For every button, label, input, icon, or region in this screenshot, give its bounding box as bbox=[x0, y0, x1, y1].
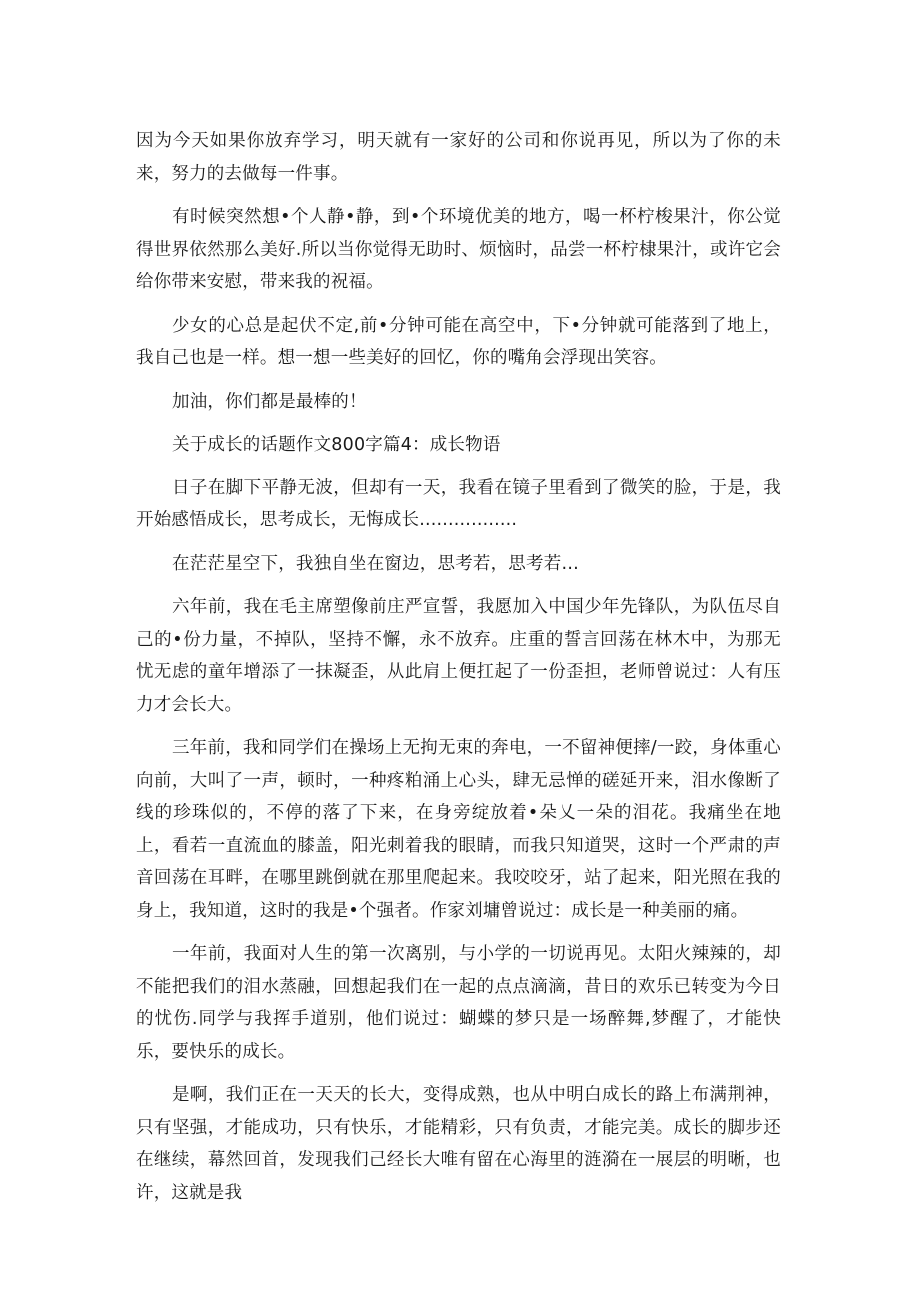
paragraph-11: 是啊，我们正在一天天的长大，变得成熟，也从中明白成长的路上布满荆神，只有坚强，才能成功，只有快乐，才能精彩，只有负责，才能完美。成长的脚步还在继续，幕然回首，发现我们己经长大唯有留在心海里的涟漪在一展层的明晰，也许，这就是我 bbox=[136, 1085, 781, 1203]
paragraph-9: 三年前，我和同学们在操场上无拘无束的奔电，一不留神便摔/一跤，身体重心向前，大叫了一声，顿时，一种疼粕涌上心头，肆无忌惮的磋延开来，泪水像断了线的珍珠似的，不停的落了下来，在身旁绽放着•朵乂一朵的泪花。我痛坐在地上，看若一直流血的膝盖，阳光刺着我的眼睛，而我只知道哭，这时一个严肃的声音回荡在耳畔，在哪里跳倒就在那里爬起来。我咬咬牙，站了起来，阳光照在我的身上，我知道，这时的我是•个强者。作家刘墉曾说过：成长是一种美丽的痛。 bbox=[136, 738, 781, 921]
document-page bbox=[136, 125, 781, 1220]
paragraph-2: 有时候突然想•个人静•静，到•个环境优美的地方，喝一杯柠梭果汁，你公觉得世界依然那么美好.所以当你觉得无助时、烦恼时，品尝一杯柠棣果汁，或许它会给你带来安慰，带来我的祝福。 bbox=[136, 207, 781, 292]
paragraph-1: 因为今天如果你放弃学习，明天就有一家好的公司和你说再见，所以为了你的未来，努力的去做每一件事。 bbox=[136, 131, 781, 184]
paragraph-6: 日子在脚下平静无波，但却有一天，我看在镜子里看到了微笑的脸，于是，我开始感悟成长，思考成长，无悔成长................. bbox=[136, 477, 781, 530]
paragraph-10: 一年前，我面对人生的第一次离别，与小学的一切说再见。太阳火辣辣的，却不能把我们的泪水蒸融，回想起我们在一起的点点滴滴，昔日的欢乐已转变为今日的忧伤.同学与我挥手道别，他们说过：蝴蝶的梦只是一场醉舞,梦醒了，才能快乐，要快乐的成长。 bbox=[136, 944, 781, 1062]
section-heading: 关于成长的话题作文800字篇4：成长物语 bbox=[172, 435, 501, 455]
paragraph-8: 六年前，我在毛主席塑像前庄严宣誓，我愿加入中国少年先锋队，为队伍尽自己的•份力量，不掉队，坚持不懈，永不放弃。庄重的誓言回荡在林木中，为那无忧无虑的童年增添了一抹凝歪，从此肩上便扛起了一份歪担，老师曾说过：人有压力才会长大。 bbox=[136, 597, 781, 715]
paragraph-4: 加油，你们都是最棒的！ bbox=[172, 391, 367, 412]
paragraph-7: 在茫茫星空下，我独自坐在窗边，思考若，思考若… bbox=[172, 553, 580, 574]
paragraph-3: 少女的心总是起伏不定,前•分钟可能在高空中，下•分钟就可能落到了地上，我自己也是一样。想一想一些美好的回忆，你的嘴角会浮现出笑容。 bbox=[136, 315, 781, 368]
